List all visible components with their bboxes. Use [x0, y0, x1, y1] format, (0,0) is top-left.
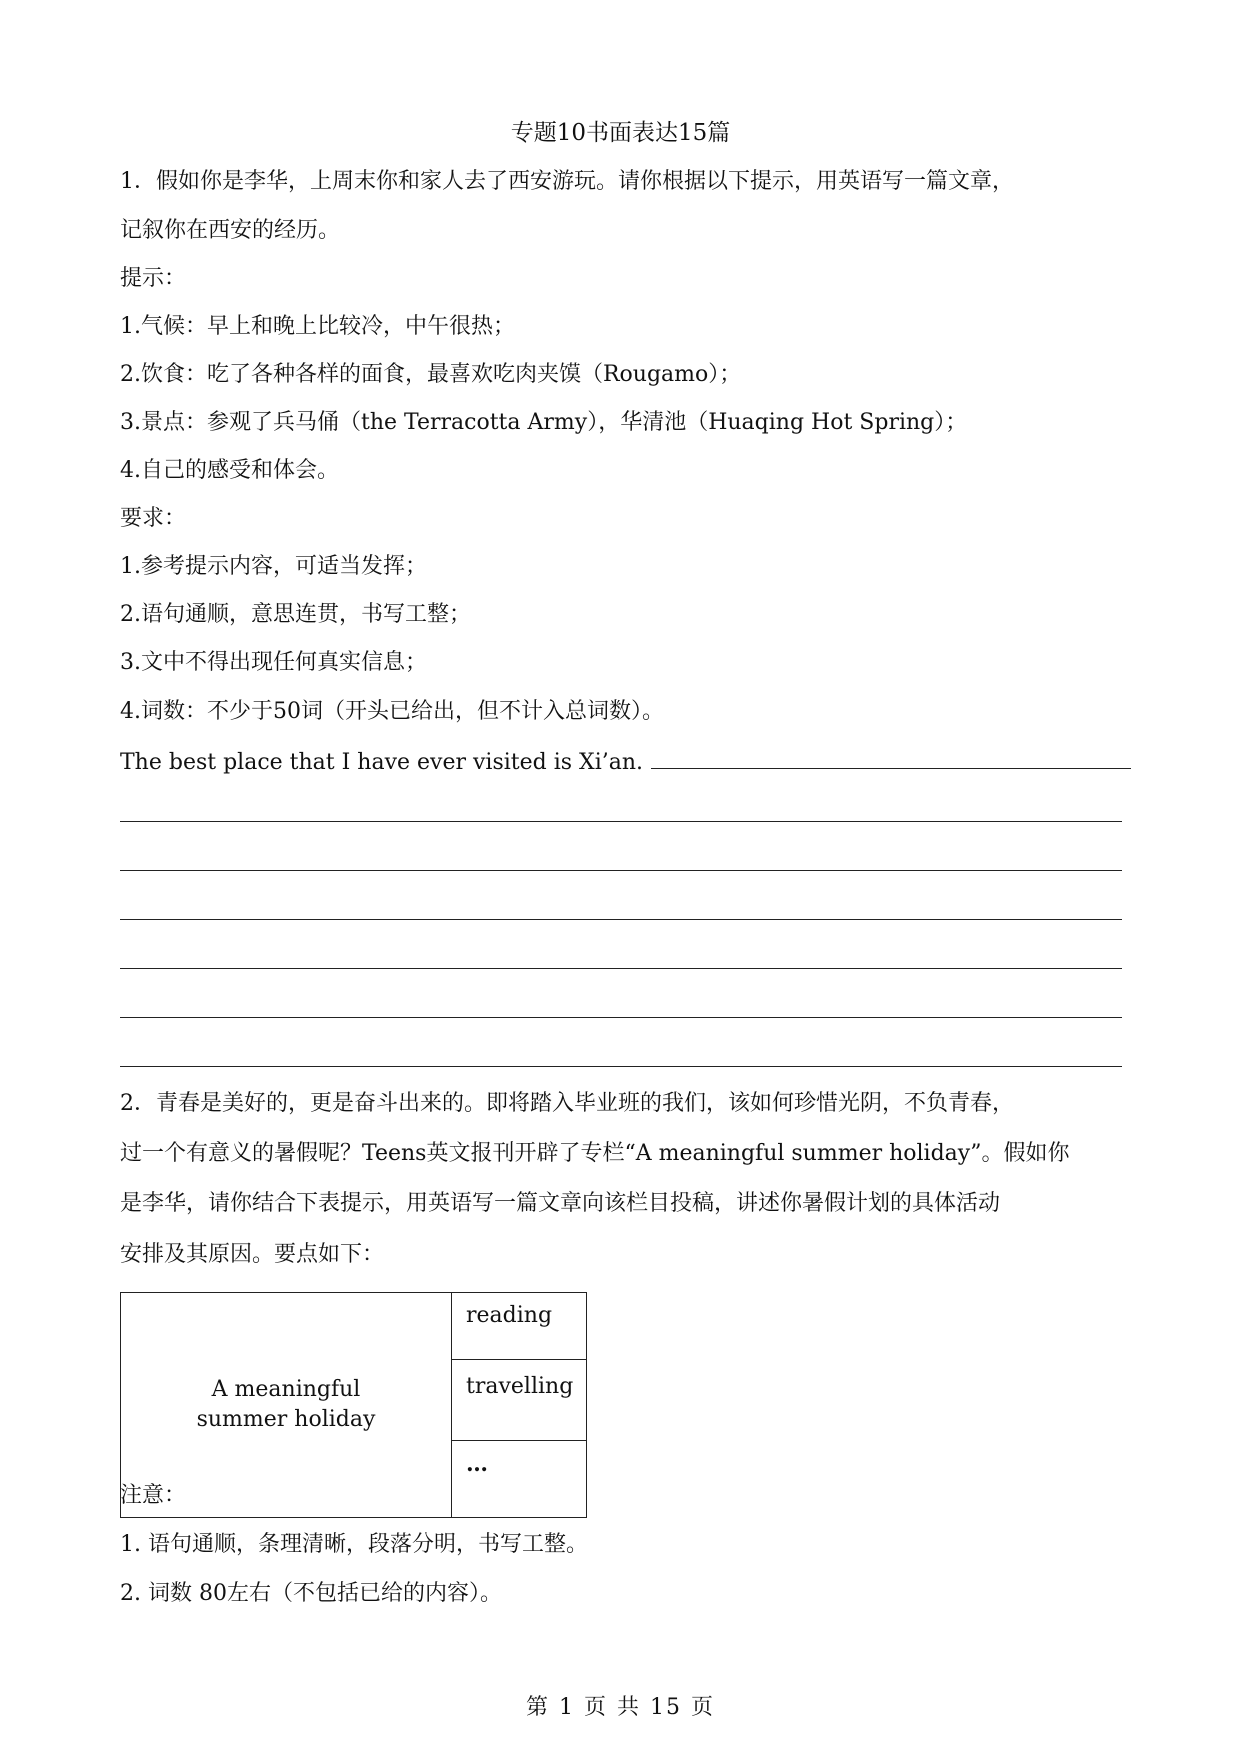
q2-note-1: 1. 语句通顺，条理清晰，段落分明，书写工整。: [120, 1532, 588, 1557]
q1-intro-line-2: 记叙你在西安的经历。: [120, 218, 341, 243]
q2-intro-line-3: 是李华，请你结合下表提示，用英语写一篇文章向该栏目投稿，讲述你暑假计划的具体活动: [120, 1191, 1001, 1216]
answer-line-3[interactable]: [120, 919, 1122, 920]
q2-intro-line-4: 安排及其原因。要点如下：: [120, 1242, 385, 1267]
q1-opening-text: The best place that I have ever visited is Xi’an.: [120, 750, 644, 775]
q1-hint-2: 2.饮食：吃了各种各样的面食，最喜欢吃肉夹馍（Rougamo）；: [120, 362, 742, 387]
q1-hint-4: 4.自己的感受和体会。: [120, 458, 339, 483]
q2-notes-label: 注意：: [120, 1483, 187, 1508]
document-title: 专题10书面表达15篇: [510, 120, 731, 146]
q1-requirement-4: 4.词数：不少于50词（开头已给出，但不计入总词数）。: [120, 699, 664, 724]
answer-blank-inline[interactable]: [651, 746, 1131, 769]
q1-requirements-label: 要求：: [120, 506, 187, 531]
q2-intro-line-1: 2．青春是美好的，更是奋斗出来的。即将踏入毕业班的我们，该如何珍惜光阴，不负青春，: [120, 1091, 1015, 1116]
answer-line-6[interactable]: [120, 1066, 1122, 1067]
answer-line-1[interactable]: [120, 821, 1122, 822]
q1-intro-line-1: 1．假如你是李华，上周末你和家人去了西安游玩。请你根据以下提示，用英语写一篇文章，: [120, 169, 1015, 194]
q1-requirement-2: 2.语句通顺，意思连贯，书写工整；: [120, 602, 471, 627]
table-item-reading: reading: [452, 1293, 587, 1360]
table-main-text: A meaningful summer holiday: [196, 1377, 376, 1432]
answer-line-4[interactable]: [120, 968, 1122, 969]
summer-plan-table: [120, 1292, 587, 1518]
q1-requirement-1: 1.参考提示内容，可适当发挥；: [120, 554, 427, 579]
page-footer: 第 1 页 共 15 页: [526, 1695, 715, 1720]
answer-line-5[interactable]: [120, 1017, 1122, 1018]
q1-hint-3: 3.景点：参观了兵马俑（the Terracotta Army），华清池（Huaqing Hot Spring）；: [120, 410, 968, 435]
table-item-travelling: travelling: [452, 1360, 587, 1441]
q1-hint-1: 1.气候：早上和晚上比较冷，中午很热；: [120, 314, 515, 339]
q2-intro-line-2: 过一个有意义的暑假呢？Teens英文报刊开辟了专栏“A meaningful summer holiday”。假如你: [120, 1141, 1070, 1166]
q1-hints-label: 提示：: [120, 266, 187, 291]
answer-line-2[interactable]: [120, 870, 1122, 871]
q1-requirement-3: 3.文中不得出现任何真实信息；: [120, 650, 427, 675]
table-item-ellipsis: …: [452, 1441, 587, 1518]
q2-note-2: 2. 词数 80左右（不包括已给的内容）。: [120, 1581, 502, 1606]
q1-opening-sentence: [120, 746, 1131, 778]
